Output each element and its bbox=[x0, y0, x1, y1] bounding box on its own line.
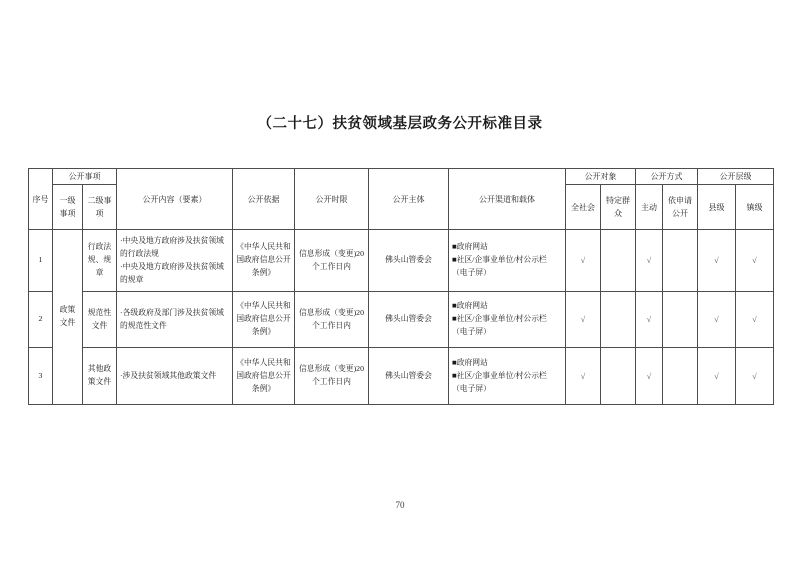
header-channels: 公开渠道和载体 bbox=[449, 169, 566, 230]
content-bullet: ·中央及地方政府涉及扶贫领域的规章 bbox=[120, 261, 224, 284]
content-bullet: ·涉及扶贫领域其他政策文件 bbox=[120, 370, 217, 380]
cell-channels bbox=[449, 230, 566, 292]
cell-subject: 佛头山管委会 bbox=[369, 348, 449, 405]
cell-level-town-check: √ bbox=[736, 230, 774, 292]
cell-basis: 《中华人民共和国政府信息公开条例》 bbox=[233, 348, 295, 405]
cell-level1: 政策文件 bbox=[53, 230, 83, 405]
header-level1: 一级事项 bbox=[53, 185, 83, 230]
cell-target-specific-check bbox=[601, 348, 636, 405]
cell-basis: 《中华人民共和国政府信息公开条例》 bbox=[233, 230, 295, 292]
cell-channels bbox=[449, 292, 566, 348]
cell-content bbox=[117, 292, 233, 348]
cell-subject: 佛头山管委会 bbox=[369, 230, 449, 292]
header-method-active: 主动 bbox=[636, 185, 663, 230]
cell-channels bbox=[449, 348, 566, 405]
header-basis: 公开依据 bbox=[233, 169, 295, 230]
cell-time-limit: 信息形成（变更)20 个工作日内 bbox=[295, 230, 369, 292]
cell-method-request-check bbox=[663, 348, 698, 405]
cell-time-limit: 信息形成（变更)20 个工作日内 bbox=[295, 292, 369, 348]
cell-serial: 1 bbox=[29, 230, 53, 292]
content-bullet: ·各级政府及部门涉及扶贫领域的规范性文件 bbox=[120, 307, 224, 330]
table-row bbox=[29, 292, 774, 348]
header-target-society: 全社会 bbox=[566, 185, 601, 230]
cell-level-county-check: √ bbox=[698, 348, 736, 405]
header-target-specific: 特定群众 bbox=[601, 185, 636, 230]
header-serial: 序号 bbox=[29, 169, 53, 230]
cell-method-request-check bbox=[663, 292, 698, 348]
channel-item: ■政府网站 bbox=[452, 357, 488, 367]
cell-target-society-check: √ bbox=[566, 230, 601, 292]
header-method-group: 公开方式 bbox=[636, 169, 698, 185]
cell-level-town-check: √ bbox=[736, 292, 774, 348]
content-bullet: ·中央及地方政府涉及扶贫领域的行政法规 bbox=[120, 235, 224, 258]
cell-target-society-check: √ bbox=[566, 292, 601, 348]
header-target-group: 公开对象 bbox=[566, 169, 636, 185]
cell-method-active-check: √ bbox=[636, 230, 663, 292]
cell-level2: 其他政策文件 bbox=[83, 348, 117, 405]
page-title: （二十七）扶贫领域基层政务公开标准目录 bbox=[257, 116, 543, 132]
table-row bbox=[29, 230, 774, 292]
cell-method-active-check: √ bbox=[636, 348, 663, 405]
header-subject: 公开主体 bbox=[369, 169, 449, 230]
channel-item: ■社区/企事业单位/村公示栏（电子屏） bbox=[452, 255, 547, 278]
cell-target-specific-check bbox=[601, 292, 636, 348]
cell-content bbox=[117, 348, 233, 405]
cell-serial: 3 bbox=[29, 348, 53, 405]
header-level-town: 镇级 bbox=[736, 185, 774, 230]
table-row bbox=[29, 348, 774, 405]
cell-level-town-check: √ bbox=[736, 348, 774, 405]
channel-item: ■政府网站 bbox=[452, 242, 488, 252]
header-level-county: 县级 bbox=[698, 185, 736, 230]
cell-serial: 2 bbox=[29, 292, 53, 348]
cell-subject: 佛头山管委会 bbox=[369, 292, 449, 348]
page-number: 70 bbox=[395, 500, 405, 510]
cell-method-request-check bbox=[663, 230, 698, 292]
cell-level-county-check: √ bbox=[698, 230, 736, 292]
channel-item: ■社区/企事业单位/村公示栏（电子屏） bbox=[452, 370, 547, 393]
header-time-limit: 公开时限 bbox=[295, 169, 369, 230]
cell-level2: 规范性文件 bbox=[83, 292, 117, 348]
header-content: 公开内容（要素） bbox=[117, 169, 233, 230]
cell-target-specific-check bbox=[601, 230, 636, 292]
disclosure-standards-table bbox=[28, 168, 774, 405]
cell-level-county-check: √ bbox=[698, 292, 736, 348]
cell-content bbox=[117, 230, 233, 292]
header-level2: 二级事项 bbox=[83, 185, 117, 230]
header-matters-group: 公开事项 bbox=[53, 169, 117, 185]
channel-item: ■政府网站 bbox=[452, 301, 488, 311]
cell-basis: 《中华人民共和国政府信息公开条例》 bbox=[233, 292, 295, 348]
cell-level2: 行政法规、规章 bbox=[83, 230, 117, 292]
header-level-group: 公开层级 bbox=[698, 169, 774, 185]
cell-time-limit: 信息形成（变更)20 个工作日内 bbox=[295, 348, 369, 405]
cell-target-society-check: √ bbox=[566, 348, 601, 405]
channel-item: ■社区/企事业单位/村公示栏（电子屏） bbox=[452, 314, 547, 337]
cell-method-active-check: √ bbox=[636, 292, 663, 348]
header-method-request: 依申请公开 bbox=[663, 185, 698, 230]
